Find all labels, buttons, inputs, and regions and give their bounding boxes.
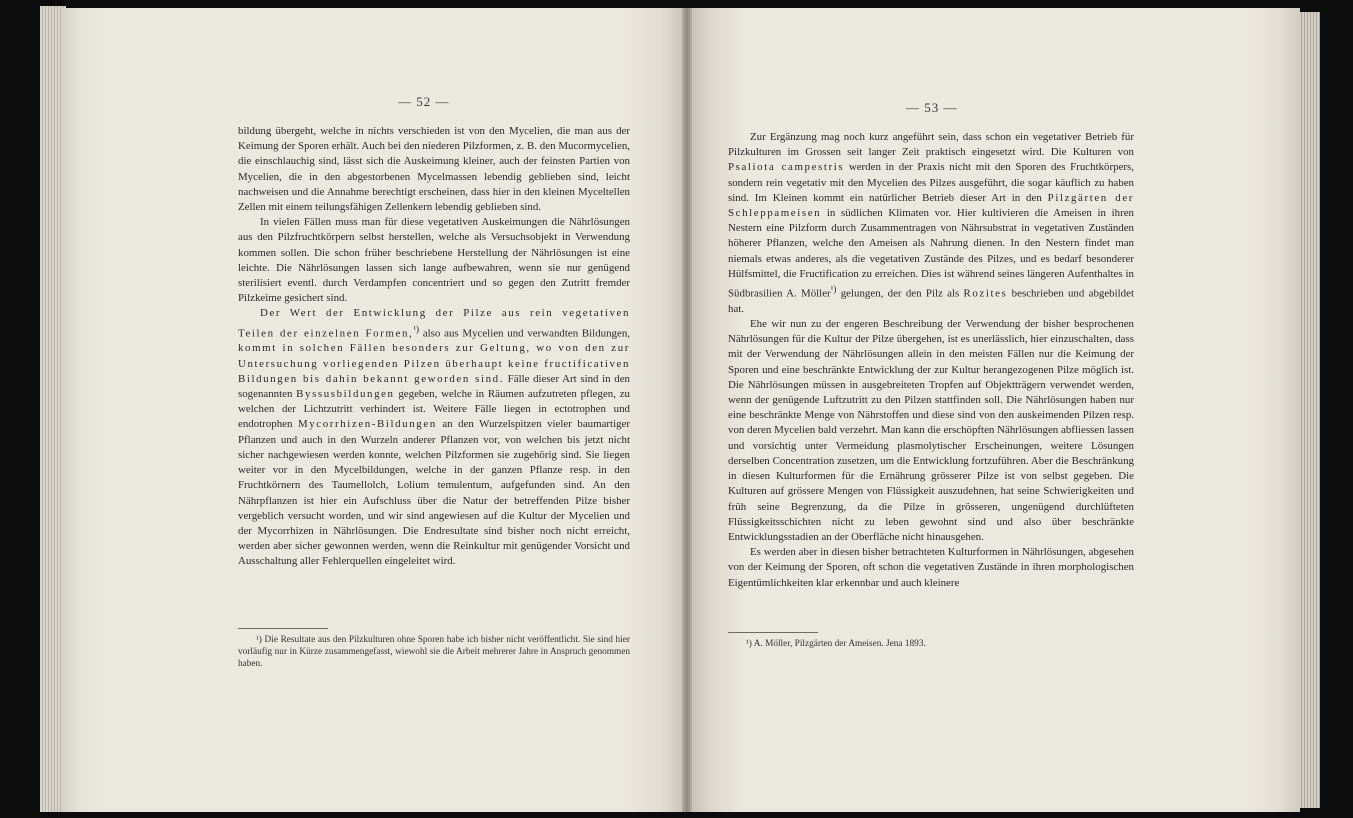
footnote-text: A. Möller, Pilzgärten der Ameisen. Jena 1893. (751, 639, 926, 649)
text-run: Fälle dieser Art sind in den sogenannten (238, 372, 630, 401)
footnote-rule (728, 632, 818, 633)
body-text (728, 130, 1134, 591)
footnote-text: Die Resultate aus den Pilzkulturen ohne Sporen habe ich bisher nicht veröffentlicht. Sie sind hier vorläufig nur in Kürze zusammengefasst, wiewohl sie die Arbeit mehrerer Jahre in Anspruch genommen haben. (238, 635, 630, 669)
text-run: in südlichen Klimaten vor. Hier kultivieren die Ameisen in ihren Nestern eine Pilzform durch Zusammentragen von Nährsubstrat in vegetativen Zuständen höherer Pflanzen, welche den Ameisen als Nahrung dienen. In den Nestern findet man niemals etwas anderes, als die vegetativen Zustände des Pilzes, und es bedarf besonderer Hülfsmittel, die Fructification zu erreichen. Dies ist während seines längeren Aufenthaltes in Südbrasilien A. Möller (728, 207, 1134, 300)
text-run: gegeben, welche in Räumen aufzutreten pflegen, zu welchen der Lichtzutritt verhindert ist. Weitere Fälle liegen in ectotrophen und endotrophen (238, 388, 630, 431)
paragraph: In vielen Fällen muss man für diese vegetativen Auskeimungen die Nährlösungen aus den Pilzfruchtkörpern selbst herstellen, welche als Versuchsobjekt in Verwendung kommen sollen. Die schon früher beschriebene Herstellung der Nährlösungen ist eine leichte. Die Nährlösungen lassen sich lange aufbewahren, wenn sie nur genügend sterilisiert eventl. durch Verdampfen concentriert und so gegen den Zutritt fremder Pilzkeime gesichert sind. (238, 216, 630, 305)
footnote-marker: ¹) (746, 639, 752, 649)
body-text (238, 124, 630, 570)
footnote (728, 638, 1134, 650)
paragraph: bildung übergeht, welche in nichts verschieden ist von den Mycelien, die man aus der Keimung der Sporen erhält. Auch bei den niederen Pilzformen, z. B. den Mucormycelien, die einschlauchig sind, lässt sich die Auskeimung kleiner, auch der feinsten Partien von Mycelien, die in den abgestorbenen Mycelmassen lebendig geblieben sind, leicht nachweisen und die Annahme berechtigt erscheinen, dass hier in den kleinen Myceltellen Zellen mit einem teilungsfähigen Zellenkern lebendig geblieben sind. (238, 125, 630, 214)
paragraph: Es werden aber in diesen bisher betrachteten Kulturformen in Nährlösungen, abgesehen von der Keimung der Sporen, oft schon die vegetativen Zustände in ihren morphologischen Eigentümlichkeiten klar erkennbar und auch kleinere (728, 546, 1134, 589)
page-right (686, 8, 1300, 812)
emphasis-text: Mycorrhizen-Bildungen (297, 418, 437, 431)
footnote (238, 634, 630, 670)
emphasis-text: Pilzgärten der Schleppameisen (728, 191, 1134, 220)
footnote-rule (238, 628, 328, 629)
text-run: gelungen, der den Pilz als (836, 287, 964, 300)
paragraph: Ehe wir nun zu der engeren Beschreibung der Verwendung der bisher besprochenen Nährlösungen für die Kultur der Pilze übergehen, ist es unerlässlich, hier einzuschalten, dass mit der Verwendung der Nährlösungen allein in den meisten Fällen nur die Keimung der Sporen und eine beschränkte Entwicklung der zur Kultur herangezogenen Pilze möglich ist. Die Nährlösungen müssen in ausgebreiteten Tropfen auf Objektträgern verwendet werden, wenn der genügende Luftzutritt zu den Pilzen stattfinden soll. Die Nährlösungen haben nur eine beschränkte Menge von Nährstoffen und diese sind von den auskeimenden Pilzen resp. von deren Mycelien bald verzehrt. Man kann die erschöpften Nährlösungen abfliessen lassen und vorsichtig unter Vermeidung plasmolytischer Erscheinungen, weitere Lösungen derselben Concentration zusetzen, um die Entwicklung fortzuführen. Aber die Beschränkung in diesen Kulturformen für die Ernährung grösserer Pilze ist von selbst gegeben. Die Kulturen auf grössere Mengen von Flüssigkeit auszudehnen, hat seine Schwierigkeiten und früh seine Begrenzung, da die Pilze in grösseren, ungenügend durchlüfteten Flüssigkeitsschichten nicht zu leben gewohnt sind und also über beschränkte Entwicklungsstadien an der Oberfläche nicht hinausgehen. (728, 318, 1134, 543)
text-run: beschrieben und abgebildet hat. (728, 287, 1134, 315)
page-number: — 53 — (906, 100, 958, 115)
open-book (62, 8, 1300, 812)
emphasis-text: kommt in solchen Fällen besonders zur Geltung, wo von den zur Untersuchung vorliegenden Pilzen überhaupt keine fructificativen Bildungen bis dahin bekannt geworden sind. (238, 342, 630, 385)
book-gutter (682, 8, 692, 812)
emphasis-text: Der Wert der Entwicklung der Pilze aus rein vegetativen Teilen der einzelnen Formen, (238, 307, 630, 340)
footnote-marker: ¹) (413, 323, 420, 334)
paragraph (728, 130, 1134, 317)
text-run: an den Wurzelspitzen vieler baumartiger Pflanzen und auch in den Wurzeln anderer Pflanzen vor, von welchen bis jetzt nicht sicher nachgewiesen werden konnte, welchen Pilzformen sie zugehörig sind. Sie liegen weiter vor in den Mycelbildungen, welche in der ganzen Pflanze resp. in den Fruchtkörnern des Taumellolch, Lolium temulentum, aufgefunden sind. An den Nährpflanzen ist hier ein Aufschluss über die Natur der betreffenden Pilze bisher vergeblich versucht worden, und wir sind angewiesen auf die Kultur der Mycelien und der Mycorrhizen in Nährlösungen. Die Endresultate sind bisher noch nicht erreicht, werden aber sicher gewonnen werden, wenn die Reinkultur mit genügender Vorsicht und Ausschaltung aller Fehlerquellen eingeleitet wird. (238, 418, 630, 568)
footnote-marker: ¹) (830, 284, 837, 295)
text-run: Zur Ergänzung mag noch kurz angeführt sein, dass schon ein vegetativer Betrieb für Pilzkulturen im Grossen seit langer Zeit praktisch eingesetzt wird. Die Kulturen von (728, 131, 1134, 159)
emphasis-text: Psaliota campestris (728, 161, 845, 174)
page-left (62, 8, 686, 812)
page-number: — 52 — (398, 94, 450, 109)
footnote-marker: ¹) (256, 635, 262, 645)
text-run: also aus Mycelien und verwandten Bildungen, (419, 327, 630, 340)
text-run: werden in der Praxis nicht mit den Sporen des Fruchtkörpers, sondern rein vegetativ mit den Mycelien des Pilzes ausgeführt, die sogar käuflich zu haben sind. Im Kleinen kommt ein natürlicher Betrieb dieser Art in den (728, 161, 1134, 204)
paragraph (238, 306, 630, 569)
emphasis-text: Rozites (963, 287, 1008, 300)
emphasis-text: Byssusbildungen (296, 388, 395, 401)
